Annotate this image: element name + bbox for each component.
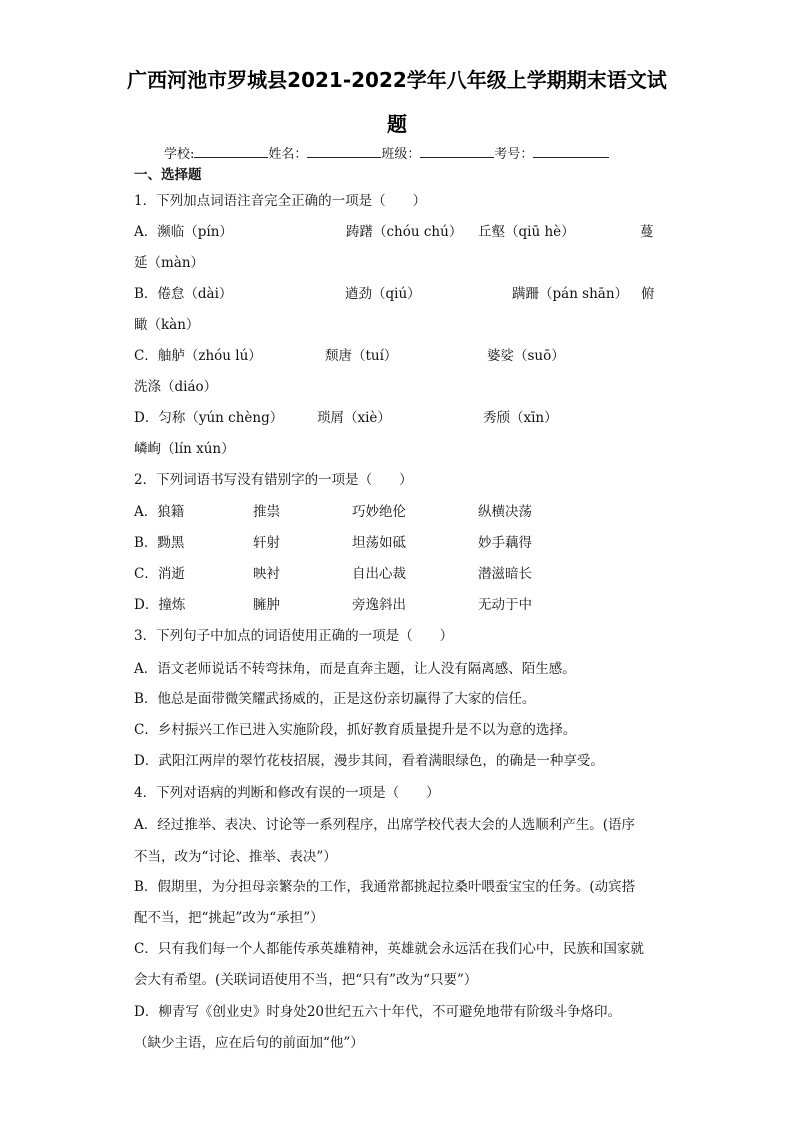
q1-option-b-word2: 遒劲（qiú） xyxy=(345,286,421,302)
q2-option-c-word2: 映衬 xyxy=(253,566,280,582)
class-blank[interactable] xyxy=(420,145,494,158)
exam-title-line2: 题 xyxy=(387,112,407,136)
q2-option-b-word1: B．黝黑 xyxy=(134,535,185,551)
q1-option-d-word2: 琐屑（xiè） xyxy=(317,410,391,426)
q3-stem: 3．下列句子中加点的词语使用正确的一项是（ ） xyxy=(134,628,454,644)
q1-stem: 1．下列加点词语注音完全正确的一项是（ ） xyxy=(134,193,427,209)
q1-option-a-word3: 丘壑（qiū hè） xyxy=(478,224,575,240)
q1-option-b-word1: B．倦怠（dài） xyxy=(134,286,233,302)
number-label: 考号： xyxy=(494,147,534,162)
q2-option-a-word2: 推祟 xyxy=(253,504,280,520)
q4-stem: 4．下列对语病的判断和修改有误的一项是（ ） xyxy=(134,785,440,801)
q2-option-b-word2: 轩射 xyxy=(253,535,280,551)
q1-option-a-word4: 蔓 xyxy=(640,224,654,240)
school-label: 学校: xyxy=(164,147,195,162)
q4-option-d-line2: （缺少主语，应在后句的前面加“他”） xyxy=(134,1035,364,1051)
q1-option-b-word4-cont: 瞰（kàn） xyxy=(134,317,200,333)
q3-option-d: D．武阳江两岸的翠竹花枝招展，漫步其间，看着满眼绿色，的确是一种享受。 xyxy=(134,753,604,769)
q3-option-a: A．语文老师说话不转弯抹角，而是直奔主题，让人没有隔离感、陌生感。 xyxy=(134,661,576,677)
q2-option-d-word3: 旁逸斜出 xyxy=(352,597,406,613)
q1-option-b-word3: 蹒跚（pán shān） xyxy=(512,286,629,302)
name-label: 姓名： xyxy=(268,147,308,162)
q1-option-d-word1: D．匀称（yún chèng） xyxy=(134,410,284,426)
q2-option-b-word4: 妙手藕得 xyxy=(478,535,532,551)
q1-option-d-word4: 嶙峋（lín xún） xyxy=(134,441,235,457)
exam-title-line1: 广西河池市罗城县2021-2022学年八年级上学期期末语文试 xyxy=(127,68,667,92)
q1-option-b-word4: 俯 xyxy=(641,286,655,302)
q2-option-a-word3: 巧妙绝伦 xyxy=(352,504,406,520)
q2-option-d-word2: 臃肿 xyxy=(253,597,280,613)
q1-option-c-word4: 洗涤（diáo） xyxy=(134,379,218,395)
q4-option-d-line1: D．柳青写《创业史》时身处20世纪五六十年代，不可避免地带有阶级斗争烙印。 xyxy=(134,1004,622,1020)
q4-option-a-line2: 不当，改为“讨论、推举、表决”） xyxy=(134,849,337,865)
section-heading: 一、选择题 xyxy=(134,167,202,183)
q2-option-d-word1: D．撞炼 xyxy=(134,597,186,613)
q2-option-a-word1: A．狼籍 xyxy=(134,504,185,520)
q1-option-a-word1: A．濒临（pín） xyxy=(134,224,233,240)
q2-option-c-word4: 潜滋暗长 xyxy=(478,566,532,582)
q2-option-c-word3: 自出心裁 xyxy=(352,566,406,582)
q2-stem: 2．下列词语书写没有错别字的一项是（ ） xyxy=(134,472,413,488)
q1-option-c-word3: 婆娑（suō） xyxy=(487,348,565,364)
q1-option-a-word4-cont: 延（màn） xyxy=(134,255,205,271)
class-label: 班级： xyxy=(381,147,421,162)
q4-option-a-line1: A．经过推举、表决、讨论等一系列程序，出席学校代表大会的人选顺利产生。(语序 xyxy=(134,817,636,833)
q4-option-c-line2: 会大有希望。(关联词语使用不当，把“只有”改为“只要”） xyxy=(134,972,478,988)
q1-option-d-word3: 秀颀（xīn） xyxy=(483,410,558,426)
q4-option-b-line2: 配不当，把“挑起”改为“承担”） xyxy=(134,910,324,926)
name-blank[interactable] xyxy=(307,145,381,158)
q3-option-c: C．乡村振兴工作已进入实施阶段，抓好教育质量提升是不以为意的选择。 xyxy=(134,722,577,738)
q1-option-a-word2: 踌躇（chóu chú） xyxy=(346,224,463,240)
q4-option-b-line1: B．假期里，为分担母亲繁杂的工作，我通常都挑起拉桑叶喂蚕宝宝的任务。(动宾搭 xyxy=(134,879,636,895)
student-info-row xyxy=(164,145,609,164)
q2-option-b-word3: 坦荡如砥 xyxy=(352,535,406,551)
q4-option-c-line1: C．只有我们每一个人都能传承英雄精神，英雄就会永远活在我们心中，民族和国家就 xyxy=(134,941,644,957)
number-blank[interactable] xyxy=(533,145,609,158)
q1-option-c-word1: C．舳舻（zhóu lú） xyxy=(134,348,262,364)
q2-option-d-word4: 无动于中 xyxy=(478,597,532,613)
school-blank[interactable] xyxy=(194,145,268,158)
q3-option-b: B．他总是面带微笑耀武扬威的，正是这份亲切赢得了大家的信任。 xyxy=(134,691,536,707)
q2-option-c-word1: C．消逝 xyxy=(134,566,185,582)
q2-option-a-word4: 纵横决荡 xyxy=(478,504,532,520)
q1-option-c-word2: 颓唐（tuí） xyxy=(325,348,398,364)
